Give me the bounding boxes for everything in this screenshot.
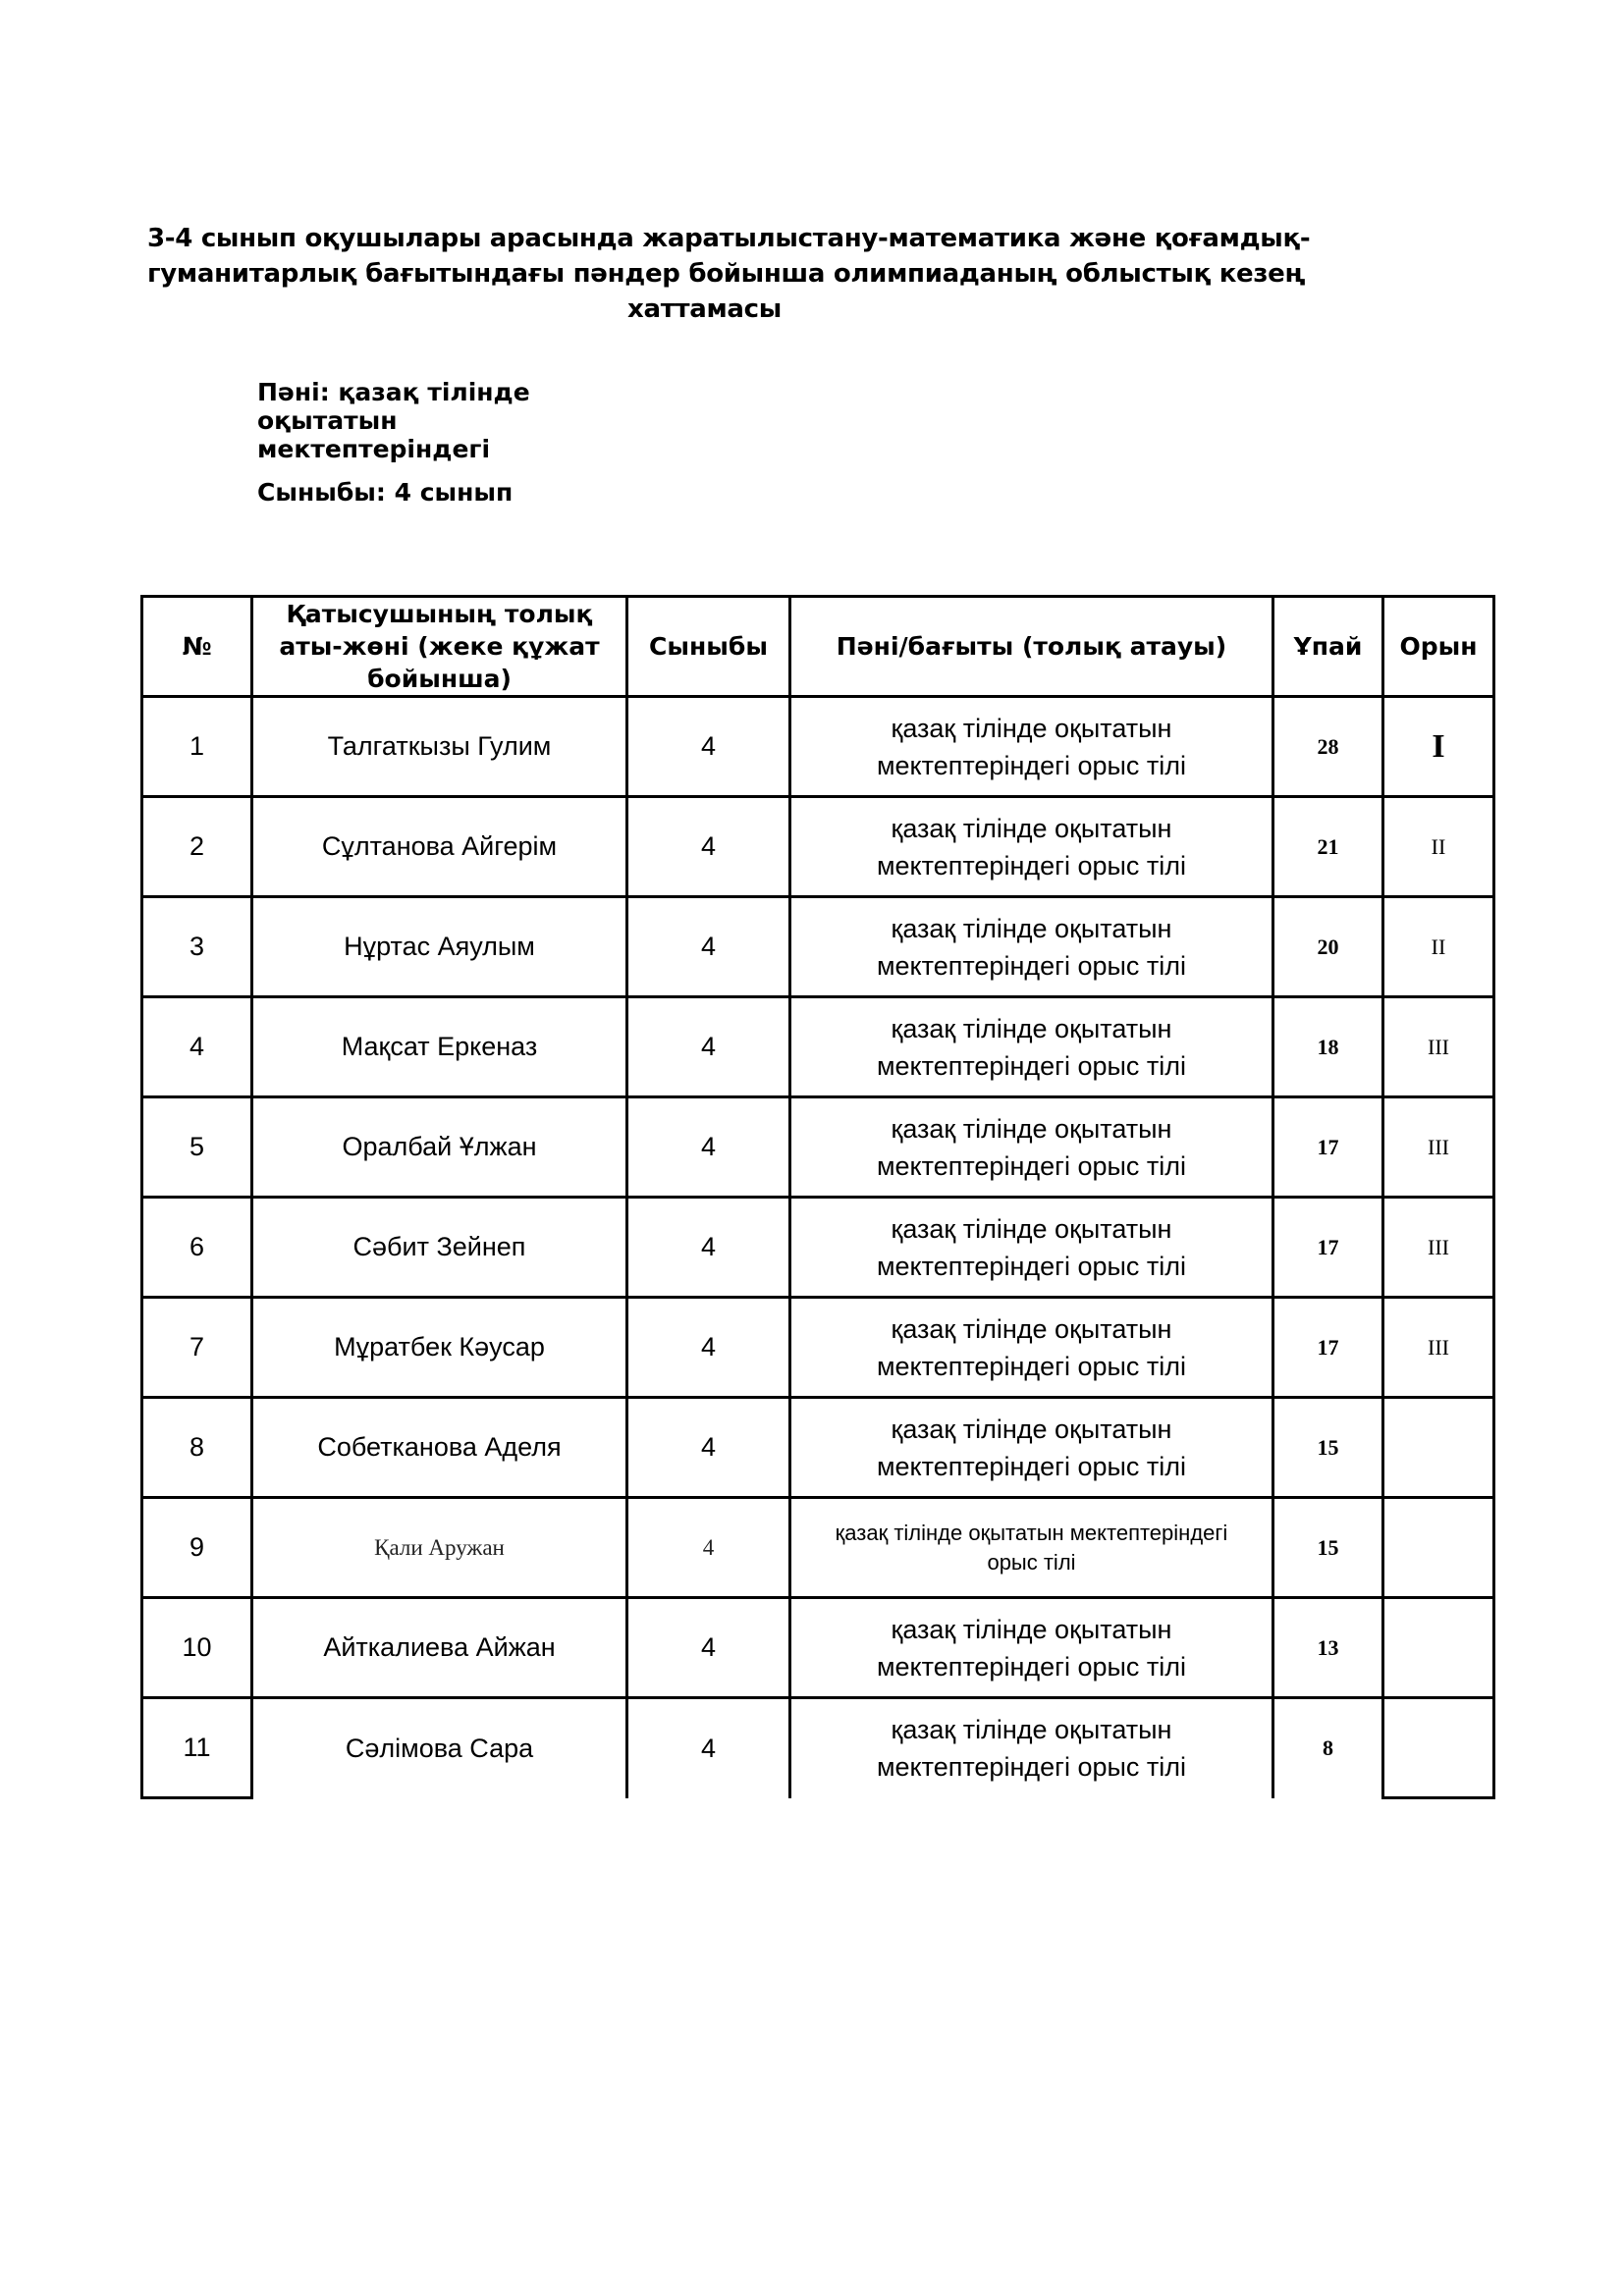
cell-grade: 4: [627, 1698, 790, 1798]
cell-subject-line: мектептеріндегі орыс тілі: [876, 950, 1187, 981]
cell-subject-line: мектептеріндегі орыс тілі: [876, 850, 1187, 881]
cell-place: [1383, 1598, 1494, 1698]
document-title: [147, 221, 1311, 327]
cell-subject-line: қазақ тілінде оқытатын: [891, 1213, 1172, 1244]
cell-grade: 4: [627, 1398, 790, 1498]
cell-number: 4: [142, 997, 252, 1097]
cell-score: 18: [1273, 997, 1383, 1097]
header-place: Орын: [1383, 597, 1494, 697]
cell-subject-line: қазақ тілінде оқытатын: [891, 913, 1172, 943]
cell-score: 28: [1273, 697, 1383, 797]
table-row: [142, 1198, 1494, 1298]
subject-label: [257, 378, 630, 464]
document-meta: [257, 378, 630, 507]
table-row: [142, 1698, 1494, 1798]
cell-place: [1383, 1498, 1494, 1598]
cell-subject-line: мектептеріндегі орыс тілі: [876, 1752, 1187, 1783]
header-subject: Пәні/бағыты (толық атауы): [790, 597, 1273, 697]
cell-full-name: Мақсат Еркеназ: [252, 997, 627, 1097]
cell-subject-line: қазақ тілінде оқытатын: [891, 713, 1172, 743]
cell-number: 1: [142, 697, 252, 797]
cell-subject: [790, 1498, 1273, 1598]
cell-subject-line: мектептеріндегі орыс тілі: [876, 1451, 1187, 1481]
cell-place: III: [1383, 1198, 1494, 1298]
cell-score: 17: [1273, 1298, 1383, 1398]
cell-number: 3: [142, 897, 252, 997]
cell-grade: 4: [627, 1198, 790, 1298]
cell-score: 8: [1273, 1698, 1383, 1798]
cell-number: 11: [142, 1698, 252, 1798]
header-full-name: Қатысушының толық аты-жөні (жеке құжат бойынша): [252, 597, 627, 697]
cell-subject-line: қазақ тілінде оқытатын: [891, 1414, 1172, 1444]
cell-full-name: Сәбит Зейнеп: [252, 1198, 627, 1298]
title-line-1: 3-4 сынып оқушылары арасында жаратылыстану-математика және қоғамдық-: [147, 224, 1311, 253]
subject-line-1: Пәні: қазақ тілінде: [257, 378, 530, 406]
cell-grade: 4: [627, 1498, 790, 1598]
cell-score: 17: [1273, 1097, 1383, 1198]
cell-score: 17: [1273, 1198, 1383, 1298]
cell-subject-line: қазақ тілінде оқытатын: [891, 813, 1172, 843]
cell-subject: [790, 1698, 1273, 1798]
table-row: [142, 1298, 1494, 1398]
cell-place: II: [1383, 897, 1494, 997]
results-table: [140, 595, 1495, 1799]
cell-place: III: [1383, 1298, 1494, 1398]
table-row: [142, 1398, 1494, 1498]
cell-grade: 4: [627, 897, 790, 997]
cell-number: 7: [142, 1298, 252, 1398]
cell-subject-line: орыс тілі: [987, 1549, 1076, 1575]
cell-grade: 4: [627, 1298, 790, 1398]
title-line-2: гуманитарлық бағытындағы пәндер бойынша олимпиаданың облыстық кезең: [147, 259, 1306, 289]
cell-grade: 4: [627, 697, 790, 797]
cell-subject: [790, 1298, 1273, 1398]
cell-subject: [790, 897, 1273, 997]
table-header-row: [142, 597, 1494, 697]
cell-score: 21: [1273, 797, 1383, 897]
cell-full-name: Сәлімова Сара: [252, 1698, 627, 1798]
cell-subject: [790, 997, 1273, 1097]
cell-score: 15: [1273, 1398, 1383, 1498]
cell-grade: 4: [627, 1598, 790, 1698]
cell-subject-line: қазақ тілінде оқытатын: [891, 1013, 1172, 1043]
subject-line-2: оқытатын мектептеріндегі: [257, 406, 491, 463]
cell-number: 8: [142, 1398, 252, 1498]
cell-place: III: [1383, 997, 1494, 1097]
header-number: №: [142, 597, 252, 697]
cell-number: 6: [142, 1198, 252, 1298]
cell-place: [1383, 1398, 1494, 1498]
cell-subject: [790, 697, 1273, 797]
cell-subject-line: мектептеріндегі орыс тілі: [876, 750, 1187, 780]
cell-score: 13: [1273, 1598, 1383, 1698]
cell-subject-line: мектептеріндегі орыс тілі: [876, 1050, 1187, 1081]
cell-place: III: [1383, 1097, 1494, 1198]
cell-subject: [790, 1598, 1273, 1698]
cell-grade: 4: [627, 797, 790, 897]
cell-subject: [790, 1398, 1273, 1498]
cell-subject-line: қазақ тілінде оқытатын: [891, 1715, 1172, 1745]
cell-subject: [790, 1097, 1273, 1198]
table-row: [142, 797, 1494, 897]
cell-full-name: Айткалиева Айжан: [252, 1598, 627, 1698]
subject-line-3: [257, 463, 630, 464]
cell-subject-line: мектептеріндегі орыс тілі: [876, 1150, 1187, 1181]
title-line-3: хаттамасы: [626, 294, 783, 324]
cell-grade: 4: [627, 997, 790, 1097]
table-row: [142, 1498, 1494, 1598]
cell-place: [1383, 1698, 1494, 1798]
cell-subject-line: қазақ тілінде оқытатын мектептеріндегі: [835, 1520, 1228, 1545]
cell-subject: [790, 1198, 1273, 1298]
cell-full-name: Нұртас Аяулым: [252, 897, 627, 997]
table-row: [142, 997, 1494, 1097]
cell-full-name: Қали Аружан: [252, 1498, 627, 1598]
table-body: [142, 697, 1494, 1798]
cell-score: 15: [1273, 1498, 1383, 1598]
cell-full-name: Сұлтанова Айгерім: [252, 797, 627, 897]
header-score: Ұпай: [1273, 597, 1383, 697]
cell-number: 9: [142, 1498, 252, 1598]
cell-subject-line: мектептеріндегі орыс тілі: [876, 1351, 1187, 1381]
grade-label: Сыныбы: 4 сынып: [257, 478, 514, 507]
cell-full-name: Собетканова Аделя: [252, 1398, 627, 1498]
table-row: [142, 1097, 1494, 1198]
table-row: [142, 1598, 1494, 1698]
cell-subject-line: мектептеріндегі орыс тілі: [876, 1251, 1187, 1281]
cell-score: 20: [1273, 897, 1383, 997]
cell-subject-line: қазақ тілінде оқытатын: [891, 1313, 1172, 1344]
header-grade: Сыныбы: [627, 597, 790, 697]
cell-full-name: Мұратбек Кәусар: [252, 1298, 627, 1398]
cell-subject: [790, 797, 1273, 897]
cell-subject-line: қазақ тілінде оқытатын: [891, 1113, 1172, 1144]
cell-number: 2: [142, 797, 252, 897]
table-row: [142, 897, 1494, 997]
cell-grade: 4: [627, 1097, 790, 1198]
cell-full-name: Оралбай Ұлжан: [252, 1097, 627, 1198]
cell-place: I: [1383, 697, 1494, 797]
cell-number: 10: [142, 1598, 252, 1698]
cell-subject-line: мектептеріндегі орыс тілі: [876, 1651, 1187, 1682]
table-row: [142, 697, 1494, 797]
cell-place: II: [1383, 797, 1494, 897]
cell-full-name: Талгаткызы Гулим: [252, 697, 627, 797]
cell-subject-line: қазақ тілінде оқытатын: [891, 1614, 1172, 1644]
cell-number: 5: [142, 1097, 252, 1198]
